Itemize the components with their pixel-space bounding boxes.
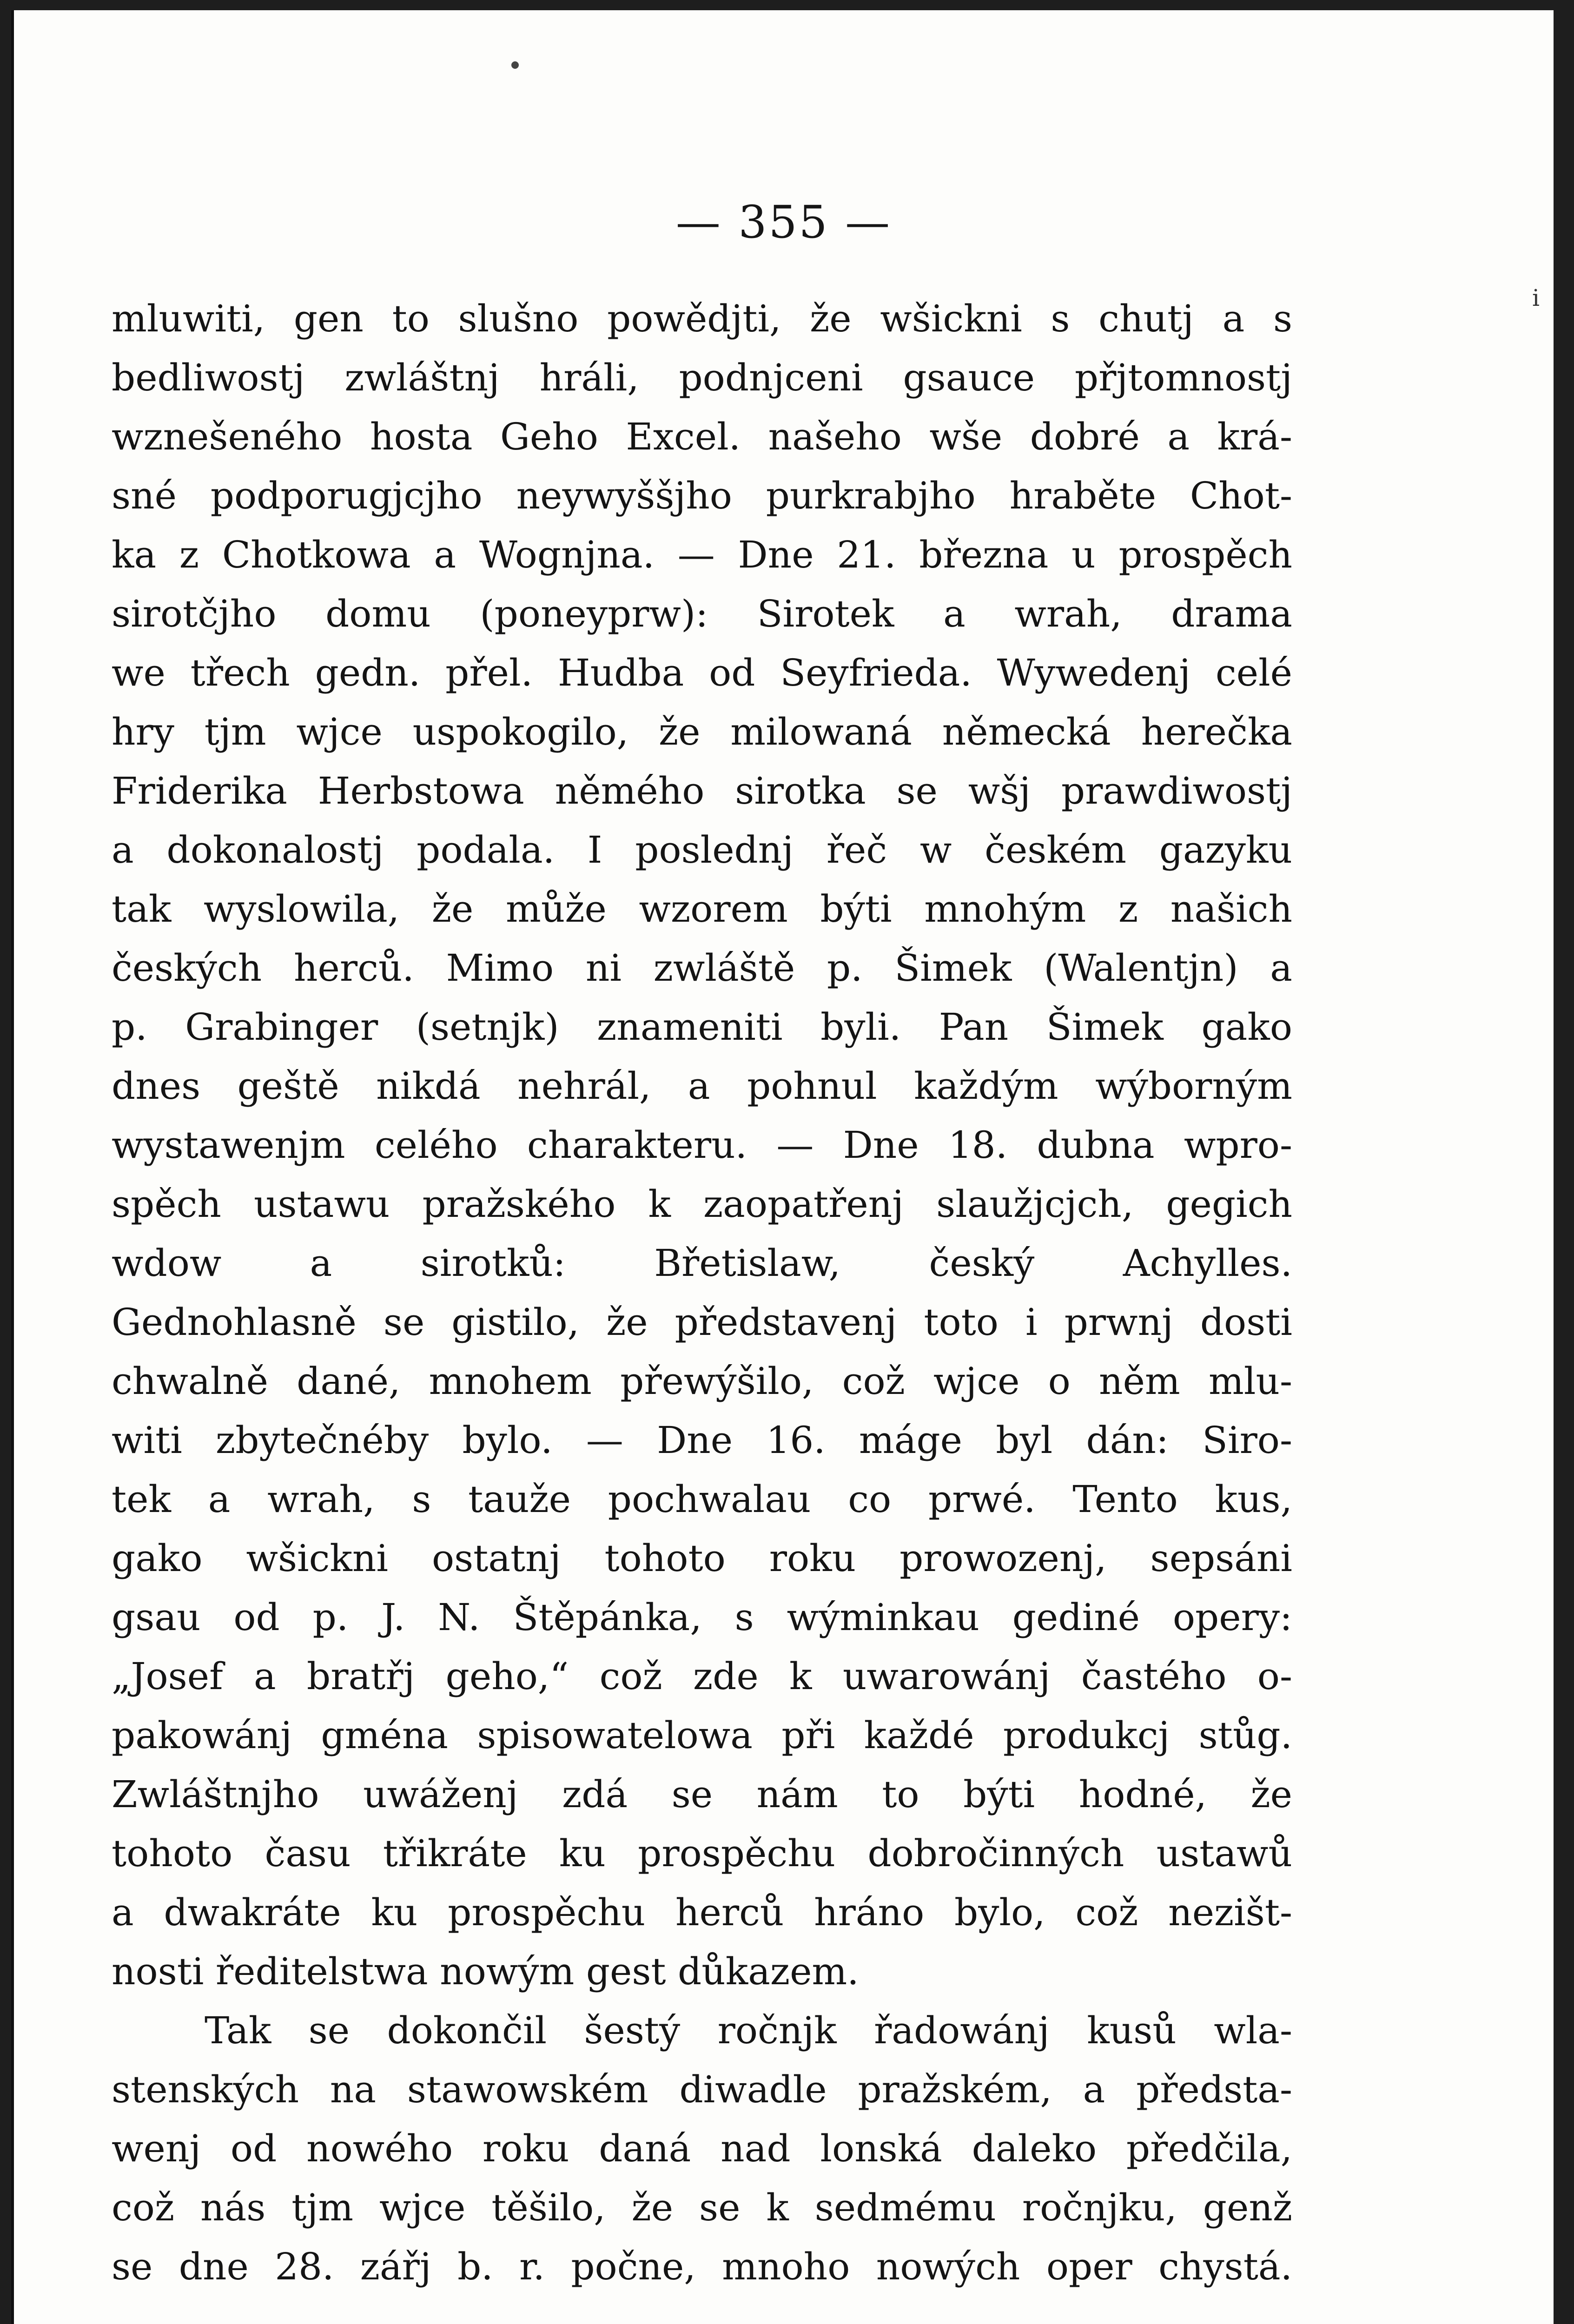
text-line: ka z Chotkowa a Wognjna. — Dne 21. března u prospěch: [112, 533, 1292, 576]
text-body: [112, 289, 1292, 2296]
page-number: — 355 —: [675, 196, 892, 248]
text-line: wenj od nowého roku daná nad lonská daleko předčila,: [112, 2127, 1292, 2170]
text-line: wystawenjm celého charakteru. — Dne 18. dubna wpro-: [112, 1123, 1292, 1167]
text-line: českých herců. Mimo ni zwláště p. Šimek (Walentjn) a: [112, 946, 1292, 990]
text-line: a dwakráte ku prospěchu herců hráno bylo, což nezišt-: [112, 1891, 1292, 1934]
ink-speck: [511, 61, 519, 69]
text-line: dnes geště nikdá nehrál, a pohnul každým wýborným: [112, 1064, 1292, 1108]
text-line: tak wyslowila, že může wzorem býti mnohým z našich: [112, 887, 1292, 931]
text-line: gsau od p. J. N. Štěpánka, s wýminkau gediné opery:: [112, 1596, 1292, 1639]
text-line: tek a wrah, s tauže pochwalau co prwé. Tento kus,: [112, 1478, 1292, 1521]
text-line: gako wšickni ostatnj tohoto roku prowozenj, sepsáni: [112, 1537, 1292, 1580]
text-line: Gednohlasně se gistilo, že představenj toto i prwnj dosti: [112, 1301, 1292, 1344]
text-line: pakowánj gména spisowatelowa při každé produkcj stůg.: [112, 1714, 1292, 1757]
text-line: nosti ředitelstwa nowým gest důkazem.: [112, 1950, 859, 1993]
text-line: „Josef a bratřj geho,“ což zde k uwarowánj častého o-: [112, 1655, 1292, 1698]
text-line: mluwiti, gen to slušno powědjti, že wšickni s chutj a s: [112, 297, 1292, 340]
text-line: we třech gedn. přel. Hudba od Seyfrieda. Wywedenj celé: [112, 651, 1292, 694]
text-line: bedliwostj zwláštnj hráli, podnjceni gsauce přjtomnostj: [112, 356, 1292, 399]
text-line: Friderika Herbstowa němého sirotka se wšj prawdiwostj: [112, 769, 1292, 812]
text-line: se dne 28. zářj b. r. počne, mnoho nowých oper chystá.: [112, 2245, 1292, 2288]
text-line: spěch ustawu pražského k zaopatřenj slaužjcjch, gegich: [112, 1182, 1292, 1226]
text-line: a dokonalostj podala. I poslednj řeč w českém gazyku: [112, 828, 1292, 872]
text-line: p. Grabinger (setnjk) znameniti byli. Pan Šimek gako: [112, 1005, 1292, 1049]
text-line: stenských na stawowském diwadle pražském, a předsta-: [112, 2068, 1292, 2111]
text-line: což nás tjm wjce těšilo, že se k sedmému ročnjku, genž: [112, 2186, 1292, 2229]
text-line: tohoto času třikráte ku prospěchu dobročinných ustawů: [112, 1832, 1292, 1875]
paragraph-first-line: Tak se dokončil šestý ročnjk řadowánj kusů wla-: [205, 2009, 1292, 2052]
text-line: sné podporugjcjho neywyššjho purkrabjho hraběte Chot-: [112, 474, 1292, 517]
margin-mark: i: [1532, 284, 1540, 311]
text-line: witi zbytečnéby bylo. — Dne 16. máge byl dán: Siro-: [112, 1419, 1292, 1462]
text-line: sirotčjho domu (poneyprw): Sirotek a wrah, drama: [112, 592, 1292, 635]
text-line: Zwláštnjho uwáženj zdá se nám to býti hodné, že: [112, 1773, 1292, 1816]
text-line: wdow a sirotků: Břetislaw, český Achylles.: [112, 1241, 1292, 1285]
book-page: [11, 10, 1554, 2324]
text-line: chwalně dané, mnohem přewýšilo, což wjce o něm mlu-: [112, 1360, 1292, 1403]
text-line: wznešeného hosta Geho Excel. našeho wše dobré a krá-: [112, 415, 1292, 458]
text-line: hry tjm wjce uspokogilo, že milowaná německá herečka: [112, 710, 1292, 753]
